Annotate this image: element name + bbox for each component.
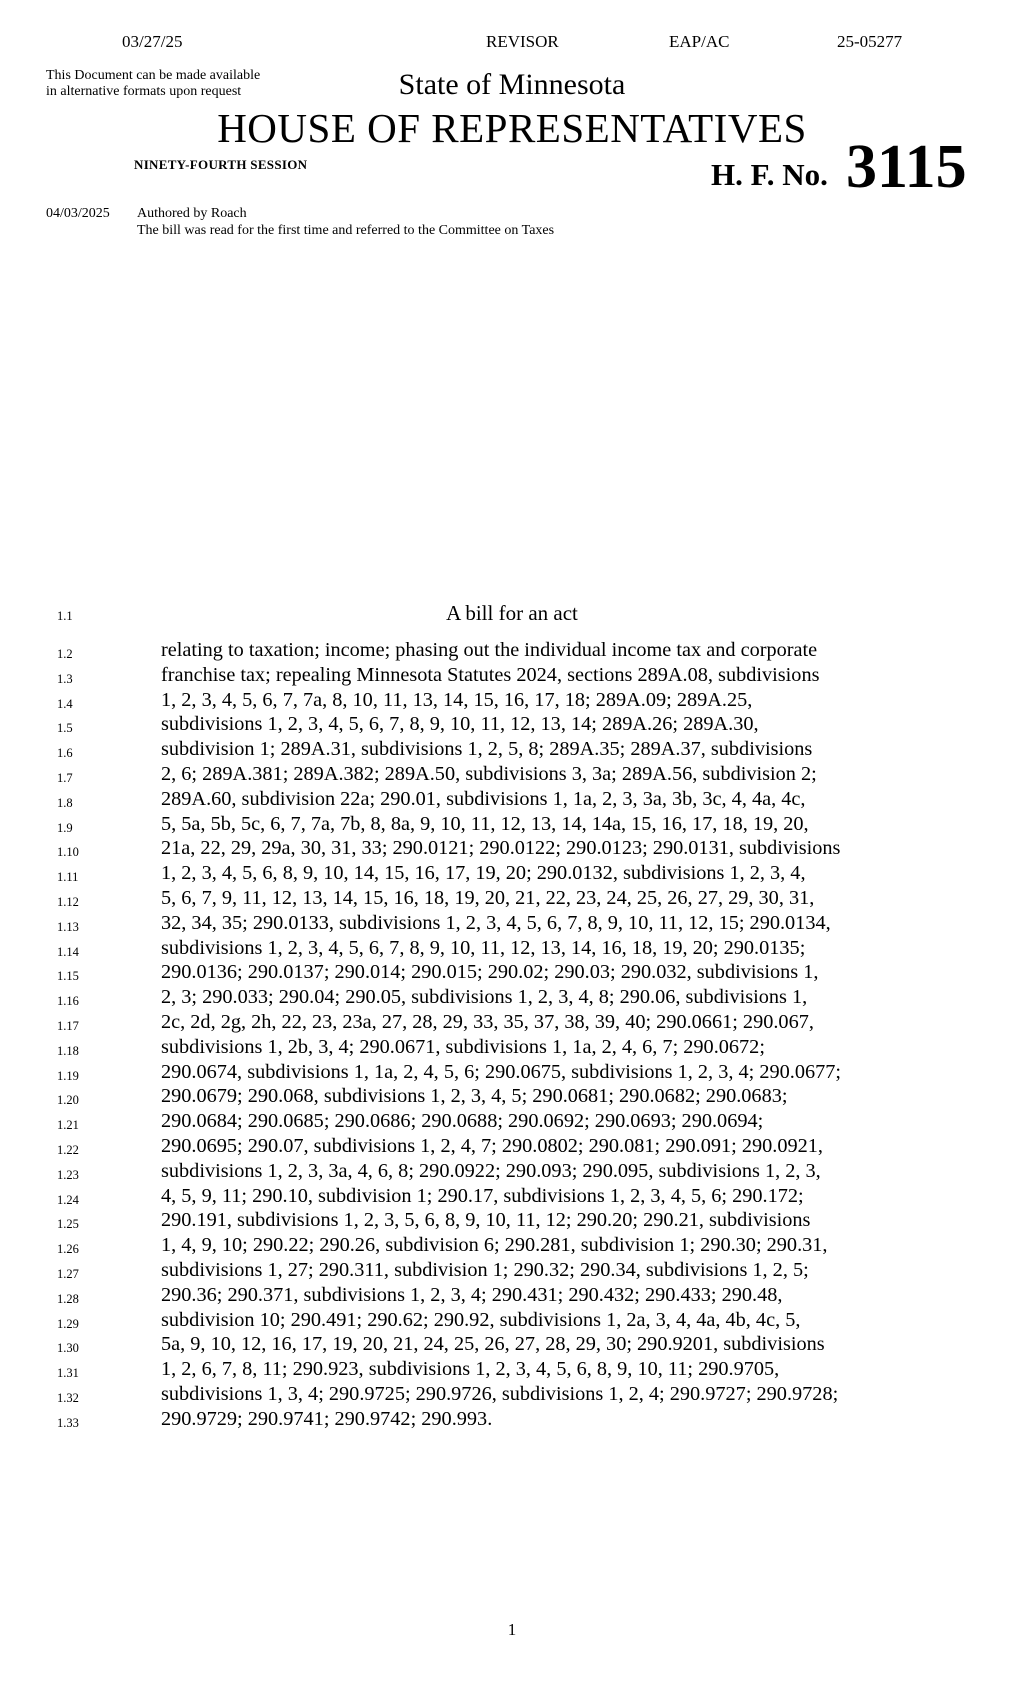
availability-notice-line-2: in alternative formats upon request: [46, 84, 242, 99]
line-text: subdivision 10; 290.491; 290.62; 290.92, subdivisions 1, 2a, 3, 4, 4a, 4b, 4c, 5,: [161, 1308, 801, 1331]
line-number: 1.27: [57, 1267, 79, 1281]
line-text: 1, 4, 9, 10; 290.22; 290.26, subdivision 6; 290.281, subdivision 1; 290.30; 290.31,: [161, 1234, 828, 1257]
line-text: 32, 34, 35; 290.0133, subdivisions 1, 2, 3, 4, 5, 6, 7, 8, 9, 10, 11, 12, 15; 290.0134,: [161, 911, 831, 934]
line-number: 1.23: [57, 1167, 79, 1182]
line-text: subdivisions 1, 3, 4; 290.9725; 290.9726, subdivisions 1, 2, 4; 290.9727; 290.9728;: [161, 1383, 839, 1405]
line-text: subdivisions 1, 2, 3, 3a, 4, 6, 8; 290.0922; 290.093; 290.095, subdivisions 1, 2, 3,: [161, 1159, 821, 1182]
bill-line: [0, 961, 1024, 986]
line-text: 5a, 9, 10, 12, 16, 17, 19, 20, 21, 24, 25, 26, 27, 28, 29, 30; 290.9201, subdivisions: [161, 1333, 825, 1356]
introduction-date: 04/03/2025: [46, 206, 110, 221]
header-revisor: REVISOR: [486, 32, 559, 51]
bill-line: [0, 1383, 1024, 1408]
line-text: subdivision 1; 289A.31, subdivisions 1, 2, 5, 8; 289A.35; 289A.37, subdivisions: [161, 738, 813, 761]
line-number: 1.20: [57, 1093, 79, 1108]
line-number: 1.15: [57, 969, 79, 984]
line-text: 290.0674, subdivisions 1, 1a, 2, 4, 5, 6; 290.0675, subdivisions 1, 2, 3, 4; 290.0677;: [161, 1060, 842, 1083]
bill-line: [0, 1333, 1024, 1358]
line-number: 1.31: [57, 1366, 79, 1381]
bill-line: [0, 713, 1024, 738]
bill-line: [0, 1209, 1024, 1234]
page-number: 1: [507, 1620, 517, 1639]
line-text: 2, 6; 289A.381; 289A.382; 289A.50, subdivisions 3, 3a; 289A.56, subdivision 2;: [161, 763, 817, 785]
line-number: 1.26: [57, 1242, 79, 1257]
header-initials: EAP/AC: [669, 32, 730, 51]
bill-line: [0, 664, 1024, 689]
bill-line: [0, 1234, 1024, 1259]
bill-line: [0, 1061, 1024, 1086]
bill-line: [0, 788, 1024, 813]
header-document-number: 25-05277: [837, 32, 903, 51]
line-number: 1.2: [57, 647, 73, 661]
line-number: 1.5: [57, 721, 73, 736]
line-text: subdivisions 1, 2b, 3, 4; 290.0671, subdivisions 1, 1a, 2, 4, 6, 7; 290.0672;: [161, 1035, 765, 1058]
bill-line: [0, 1358, 1024, 1383]
bill-line: [0, 813, 1024, 838]
line-number: 1.6: [57, 746, 73, 761]
bill-line: [0, 1135, 1024, 1160]
line-number: 1.32: [57, 1391, 79, 1405]
line-number: 1.12: [57, 895, 79, 909]
line-text: 290.0695; 290.07, subdivisions 1, 2, 4, 7; 290.0802; 290.081; 290.091; 290.0921,: [161, 1135, 823, 1157]
line-text: 290.0684; 290.0685; 290.0686; 290.0688; 290.0692; 290.0693; 290.0694;: [161, 1110, 764, 1133]
line-text: 290.9729; 290.9741; 290.9742; 290.993.: [161, 1407, 493, 1430]
line-number: 1.16: [57, 994, 79, 1009]
line-number: 1.8: [57, 795, 73, 810]
bill-line: [0, 1011, 1024, 1036]
bill-line: [0, 763, 1024, 788]
line-text: 5, 5a, 5b, 5c, 6, 7, 7a, 7b, 8, 8a, 9, 10, 11, 12, 13, 14, 14a, 15, 16, 17, 18, 19, 20,: [161, 812, 809, 835]
line-number: 1.3: [57, 671, 73, 686]
bill-line: [0, 1309, 1024, 1334]
state-title: State of Minnesota: [398, 68, 626, 101]
line-text: 2, 3; 290.033; 290.04; 290.05, subdivisions 1, 2, 3, 4, 8; 290.06, subdivisions 1,: [161, 986, 808, 1009]
house-title: HOUSE OF REPRESENTATIVES: [217, 105, 807, 151]
bill-line: [0, 1259, 1024, 1284]
bill-line: [0, 887, 1024, 912]
line-number: 1.14: [57, 944, 79, 959]
line-number: 1.9: [57, 820, 73, 835]
line-text: franchise tax; repealing Minnesota Statutes 2024, sections 289A.08, subdivisions: [161, 663, 820, 686]
bill-line: [0, 1160, 1024, 1185]
bill-line: [0, 689, 1024, 714]
bill-title: A bill for an act: [446, 601, 578, 625]
line-number: 1.28: [57, 1291, 79, 1306]
line-text: 290.36; 290.371, subdivisions 1, 2, 3, 4; 290.431; 290.432; 290.433; 290.48,: [161, 1283, 783, 1306]
bill-line: [0, 862, 1024, 887]
line-number: 1.17: [57, 1019, 79, 1033]
line-number: 1.1: [57, 609, 73, 623]
introduction-author: Authored by Roach: [137, 206, 247, 221]
line-text: 1, 2, 6, 7, 8, 11; 290.923, subdivisions 1, 2, 3, 4, 5, 6, 8, 9, 10, 11; 290.9705,: [161, 1358, 780, 1381]
line-number: 1.19: [57, 1068, 79, 1083]
line-text: 4, 5, 9, 11; 290.10, subdivision 1; 290.17, subdivisions 1, 2, 3, 4, 5, 6; 290.172;: [161, 1184, 804, 1207]
bill-line: [0, 1284, 1024, 1309]
line-text: 289A.60, subdivision 22a; 290.01, subdivisions 1, 1a, 2, 3, 3a, 3b, 3c, 4, 4a, 4c,: [161, 787, 806, 810]
line-number: 1.18: [57, 1043, 79, 1058]
availability-notice-line-1: This Document can be made available: [46, 68, 261, 83]
line-number: 1.7: [57, 771, 73, 785]
line-text: 5, 6, 7, 9, 11, 12, 13, 14, 15, 16, 18, 19, 20, 21, 22, 23, 24, 25, 26, 27, 29, 30, 31,: [161, 887, 815, 909]
line-number: 1.21: [57, 1118, 79, 1133]
line-number: 1.4: [57, 696, 73, 711]
line-text: 1, 2, 3, 4, 5, 6, 8, 9, 10, 14, 15, 16, 17, 19, 20; 290.0132, subdivisions 1, 2, 3, 4,: [161, 862, 806, 885]
hf-label: H. F. No.: [711, 157, 828, 192]
line-text: relating to taxation; income; phasing out the individual income tax and corporate: [161, 639, 818, 661]
introduction-referral: The bill was read for the first time and referred to the Committee on Taxes: [137, 223, 555, 238]
bill-title-line: [0, 601, 1024, 626]
bill-line: [0, 986, 1024, 1011]
line-text: 21a, 22, 29, 29a, 30, 31, 33; 290.0121; 290.0122; 290.0123; 290.0131, subdivisions: [161, 837, 841, 860]
line-text: 290.0679; 290.068, subdivisions 1, 2, 3, 4, 5; 290.0681; 290.0682; 290.0683;: [161, 1085, 788, 1108]
line-number: 1.10: [57, 845, 79, 860]
line-text: 2c, 2d, 2g, 2h, 22, 23, 23a, 27, 28, 29, 33, 35, 37, 38, 39, 40; 290.0661; 290.067,: [161, 1011, 814, 1033]
line-number: 1.25: [57, 1217, 79, 1232]
bill-line: [0, 937, 1024, 962]
bill-line: [0, 837, 1024, 862]
line-text: subdivisions 1, 2, 3, 4, 5, 6, 7, 8, 9, 10, 11, 12, 13, 14, 16, 18, 19, 20; 290.0135;: [161, 936, 806, 959]
bill-line: [0, 639, 1024, 664]
line-text: subdivisions 1, 2, 3, 4, 5, 6, 7, 8, 9, 10, 11, 12, 13, 14; 289A.26; 289A.30,: [161, 713, 759, 736]
session-label: NINETY-FOURTH SESSION: [134, 157, 308, 172]
line-number: 1.24: [57, 1192, 79, 1207]
bill-line: [0, 738, 1024, 763]
bill-line: [0, 912, 1024, 937]
line-text: 1, 2, 3, 4, 5, 6, 7, 7a, 8, 10, 11, 13, 14, 15, 16, 17, 18; 289A.09; 289A.25,: [161, 688, 753, 711]
line-text: subdivisions 1, 27; 290.311, subdivision 1; 290.32; 290.34, subdivisions 1, 2, 5;: [161, 1259, 809, 1281]
line-number: 1.13: [57, 919, 79, 934]
header-date: 03/27/25: [122, 32, 183, 51]
line-number: 1.33: [57, 1415, 79, 1430]
line-number: 1.29: [57, 1316, 79, 1331]
line-text: 290.191, subdivisions 1, 2, 3, 5, 6, 8, 9, 10, 11, 12; 290.20; 290.21, subdivisions: [161, 1209, 811, 1232]
bill-line: [0, 1185, 1024, 1210]
line-text: 290.0136; 290.0137; 290.014; 290.015; 290.02; 290.03; 290.032, subdivisions 1,: [161, 961, 819, 984]
line-number: 1.22: [57, 1143, 79, 1157]
hf-number: 3115: [846, 133, 967, 201]
line-number: 1.30: [57, 1341, 79, 1356]
bill-line: [0, 1408, 1024, 1433]
line-number: 1.11: [57, 870, 79, 885]
bill-line: [0, 1036, 1024, 1061]
bill-line: [0, 1085, 1024, 1110]
bill-line: [0, 1110, 1024, 1135]
